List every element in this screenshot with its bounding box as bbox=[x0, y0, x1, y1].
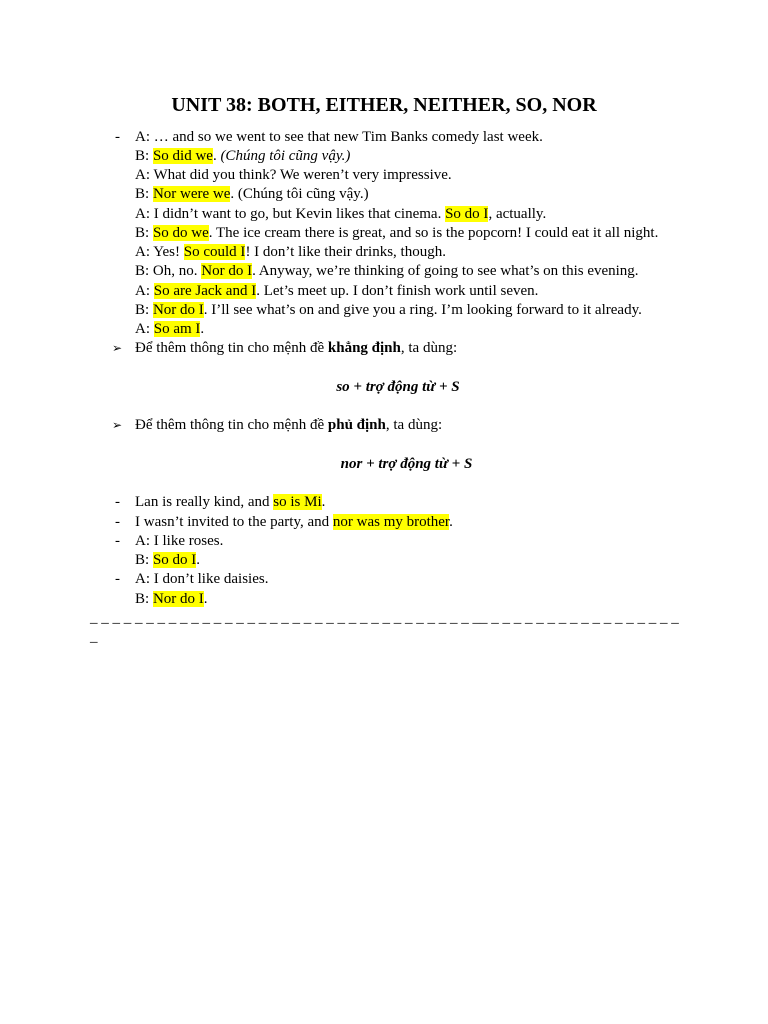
highlighted-phrase: So could I bbox=[183, 244, 246, 260]
line-tail: . I’ll see what’s on and give you a ring. I’m looking forward to it already. bbox=[203, 301, 642, 318]
divider bbox=[0, 609, 768, 628]
line-tail: . bbox=[203, 590, 208, 607]
dialogue-line bbox=[0, 320, 768, 339]
line-lead: A: bbox=[135, 282, 154, 299]
divider-continuation bbox=[0, 628, 768, 647]
formula bbox=[0, 378, 768, 397]
divider-text: _ _ _ _ _ _ _ _ _ _ _ _ _ _ _ _ _ _ _ _ _ _ _ _ _ _ _ _ _ _ _ _ _ _ __ _ _ _ _ _ _ _ _ _ _ _ _ _ _ _ _ _ bbox=[90, 609, 679, 626]
blank-line bbox=[0, 397, 768, 416]
rule-tail: , ta dùng: bbox=[385, 417, 443, 434]
rule-note bbox=[0, 339, 768, 358]
line-lead: B: Oh, no. bbox=[135, 263, 202, 280]
line-lead: A: bbox=[135, 321, 154, 337]
rule-lead: Để thêm thông tin cho mệnh đề bbox=[135, 417, 328, 434]
rule-keyword: khẳng định bbox=[327, 340, 401, 357]
line-lead: B: bbox=[135, 224, 153, 241]
line-text: A: I like roses. bbox=[135, 532, 224, 549]
line-tail: . (Chúng tôi cũng vậy.) bbox=[230, 186, 369, 203]
arrow-bullet-icon: ➢ bbox=[112, 341, 123, 356]
line-lead: B: bbox=[135, 552, 153, 568]
highlighted-phrase: So do we bbox=[152, 224, 209, 241]
highlighted-phrase: Nor do I bbox=[152, 590, 204, 607]
example-line bbox=[0, 532, 768, 551]
arrow-bullet-icon: ➢ bbox=[112, 418, 123, 433]
line-tail: . Anyway, we’re thinking of going to see what’s on this evening. bbox=[252, 263, 639, 280]
line-tail: . bbox=[212, 147, 221, 164]
highlighted-phrase: So do I bbox=[152, 552, 197, 568]
line-text: A: … and so we went to see that new Tim Banks comedy last week. bbox=[135, 128, 543, 145]
line-lead: I wasn’t invited to the party, and bbox=[135, 513, 333, 530]
page-title: UNIT 38: BOTH, EITHER, NEITHER, SO, NOR bbox=[171, 94, 597, 116]
blank-line bbox=[0, 474, 768, 493]
highlighted-phrase: So do I bbox=[445, 205, 489, 222]
rule-keyword: phủ định bbox=[327, 417, 386, 434]
rule-lead: Để thêm thông tin cho mệnh đề bbox=[135, 340, 328, 357]
highlighted-phrase: So are Jack and I bbox=[153, 282, 257, 299]
dash-bullet: - bbox=[115, 494, 120, 511]
dash-bullet: - bbox=[115, 532, 120, 549]
dialogue-line bbox=[0, 166, 768, 185]
dialogue-line bbox=[0, 243, 768, 262]
example-line bbox=[0, 570, 768, 589]
highlighted-phrase: nor was my brother bbox=[332, 513, 450, 530]
highlighted-phrase: Nor do I bbox=[152, 301, 204, 318]
example-line bbox=[0, 551, 768, 570]
highlighted-phrase: Nor do I bbox=[201, 263, 253, 280]
line-text: A: I don’t like daisies. bbox=[135, 571, 269, 588]
highlighted-phrase: so is Mi bbox=[273, 494, 322, 511]
formula bbox=[0, 455, 768, 474]
example-line bbox=[0, 493, 768, 512]
dialogue-line bbox=[0, 147, 768, 166]
dialogue-line bbox=[0, 224, 768, 243]
highlighted-phrase: So did we bbox=[152, 147, 213, 164]
line-tail: . bbox=[449, 513, 453, 530]
line-lead: A: I didn’t want to go, but Kevin likes that cinema. bbox=[135, 205, 446, 222]
formula-text: so + trợ động từ + S bbox=[336, 378, 460, 395]
rule-tail: , ta dùng: bbox=[400, 340, 458, 357]
translation-note: (Chúng tôi cũng vậy.) bbox=[220, 147, 351, 164]
formula-text: nor + trợ động từ + S bbox=[340, 455, 473, 472]
dialogue-line bbox=[0, 301, 768, 320]
line-lead: B: bbox=[135, 590, 153, 607]
line-lead: B: bbox=[135, 186, 153, 203]
dialogue-line bbox=[0, 205, 768, 224]
line-tail: . Let’s meet up. I don’t finish work until seven. bbox=[256, 282, 539, 299]
document-body bbox=[0, 128, 768, 648]
blank-line bbox=[0, 359, 768, 378]
dash-bullet: - bbox=[115, 128, 120, 145]
dialogue-line bbox=[0, 185, 768, 204]
blank-line bbox=[0, 436, 768, 455]
rule-note bbox=[0, 416, 768, 435]
line-lead: B: bbox=[135, 147, 153, 164]
line-tail: ! I don’t like their drinks, though. bbox=[245, 244, 446, 260]
line-lead: B: bbox=[135, 301, 153, 318]
line-tail: , actually. bbox=[488, 205, 547, 222]
highlighted-phrase: Nor were we bbox=[152, 186, 231, 203]
example-line bbox=[0, 590, 768, 609]
line-text: A: What did you think? We weren’t very impressive. bbox=[135, 167, 452, 183]
highlighted-phrase: So am I bbox=[153, 321, 201, 337]
dialogue-line bbox=[0, 128, 768, 147]
example-line bbox=[0, 513, 768, 532]
line-lead: A: Yes! bbox=[135, 244, 184, 260]
line-tail: . bbox=[196, 552, 201, 568]
line-lead: Lan is really kind, and bbox=[135, 494, 274, 511]
line-tail: . bbox=[321, 494, 326, 511]
divider-text: _ bbox=[90, 629, 98, 645]
dialogue-line bbox=[0, 262, 768, 281]
dialogue-line bbox=[0, 282, 768, 301]
line-tail: . bbox=[200, 321, 205, 337]
line-tail: . The ice cream there is great, and so is the popcorn! I could eat it all night. bbox=[208, 224, 659, 241]
dash-bullet: - bbox=[115, 571, 120, 588]
dash-bullet: - bbox=[115, 513, 120, 530]
